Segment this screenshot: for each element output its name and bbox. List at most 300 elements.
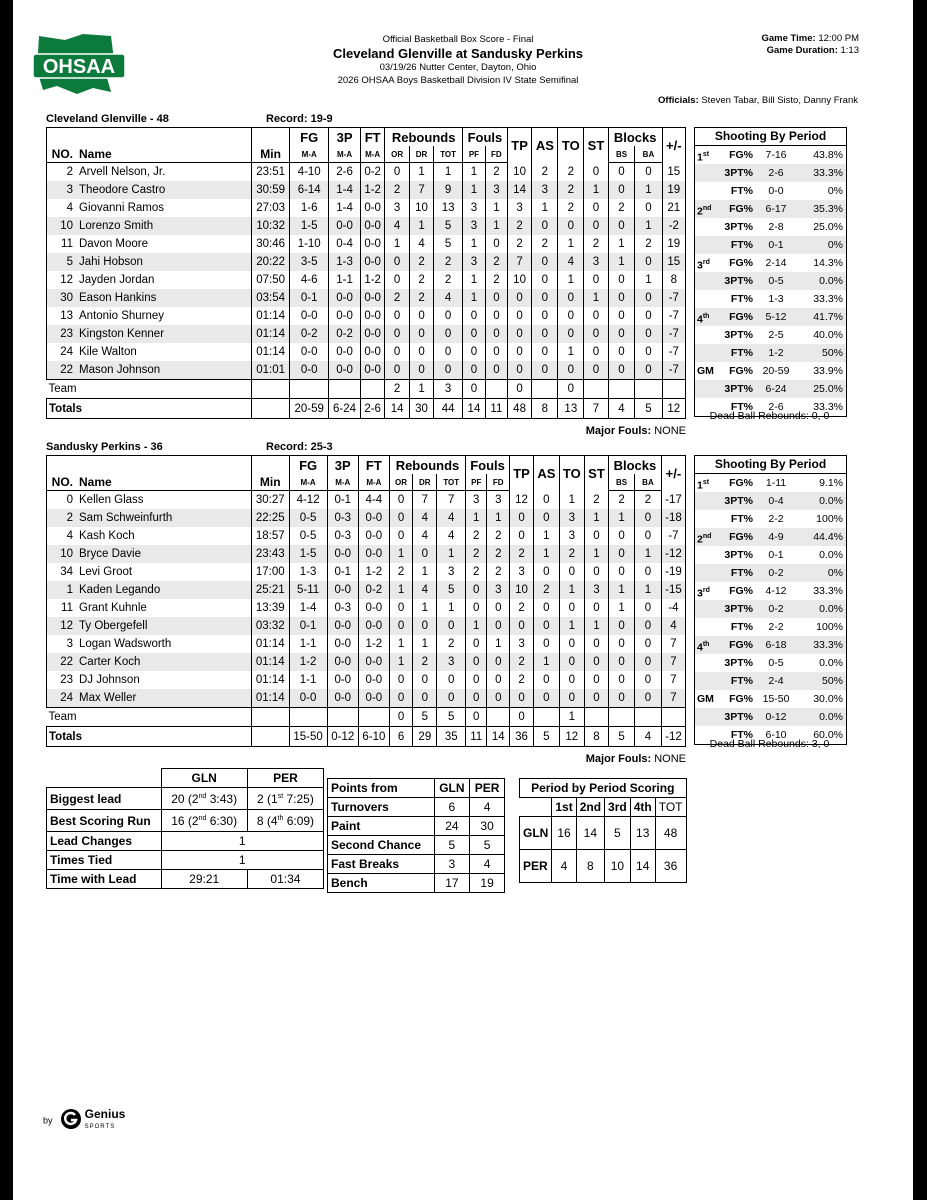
stat-to: 0 (558, 307, 584, 325)
stat-as: 0 (532, 343, 558, 361)
totals-label: Totals (47, 399, 252, 419)
player-number: 10 (47, 545, 78, 563)
stat-tp: 0 (510, 689, 534, 708)
st-header: ST (584, 128, 608, 163)
or-subheader: OR (385, 146, 409, 163)
time-with-lead-gln: 29:21 (161, 870, 247, 889)
stat-bs: 0 (608, 653, 634, 671)
stat-ba: 0 (635, 653, 662, 671)
stat-dr: 0 (413, 545, 437, 563)
player-name: Carter Koch (77, 653, 252, 671)
stat-dr: 0 (413, 671, 437, 689)
stat-or: 2 (385, 181, 409, 199)
player-name: Kingston Kenner (77, 325, 252, 343)
header-blank (47, 128, 78, 147)
shooting-row (695, 236, 846, 254)
stat-pf: 2 (466, 545, 487, 563)
player-row (47, 235, 686, 253)
shot-type: FG% (729, 531, 753, 543)
stat-min: 01:14 (252, 325, 290, 343)
major-fouls-perkins (46, 753, 686, 765)
stat-fd: 0 (487, 689, 510, 708)
player-row (47, 527, 686, 545)
shot-type: 3PT% (724, 383, 753, 395)
made-attempted: 2-14 (765, 257, 787, 269)
stat-ba: 0 (635, 671, 662, 689)
team-stat-dr: 5 (413, 708, 437, 727)
stat-dr: 1 (413, 599, 437, 617)
stat-fg: 0-0 (290, 343, 329, 361)
total-fg: 15-50 (289, 727, 327, 747)
stat-bs: 2 (608, 491, 634, 510)
stat-pf: 1 (462, 271, 485, 289)
made-attempted: 0-5 (768, 657, 784, 669)
player-row (47, 361, 686, 380)
stat-bs: 0 (608, 307, 635, 325)
stat-dr: 2 (409, 271, 433, 289)
made-attempted: 5-12 (765, 311, 787, 323)
stat-pf: 0 (466, 581, 487, 599)
stat-st: 3 (584, 581, 608, 599)
stat-fg: 5-11 (289, 581, 327, 599)
stat-tot: 0 (434, 361, 463, 380)
stat-tp: 2 (510, 653, 534, 671)
shot-type: FT% (730, 567, 753, 579)
stat-or: 0 (385, 163, 409, 182)
period-col-header: 1st (552, 798, 576, 817)
stat-tot: 1 (437, 545, 466, 563)
player-number: 23 (47, 325, 78, 343)
stat-or: 0 (385, 325, 409, 343)
made-attempted: 20-59 (762, 365, 790, 377)
team-row (47, 708, 686, 727)
stat-fg: 3-5 (290, 253, 329, 271)
stat-tot: 0 (437, 671, 466, 689)
stat-ba: 0 (635, 689, 662, 708)
period-score: 16 (552, 817, 576, 850)
stat-or: 1 (389, 545, 412, 563)
team-stat-tp3 (329, 380, 361, 399)
shot-type: FT% (730, 239, 753, 251)
stat-st: 0 (584, 343, 608, 361)
stat-min: 20:22 (252, 253, 290, 271)
stat-as: 2 (534, 581, 560, 599)
ma-subheader: M-A (327, 474, 358, 491)
stat-ft: 0-0 (358, 509, 389, 527)
stat-as: 0 (534, 491, 560, 510)
stat-pf: 1 (462, 181, 485, 199)
stat-to: 0 (558, 361, 584, 380)
time-with-lead-per: 01:34 (247, 870, 323, 889)
period-label: GM (697, 693, 714, 705)
percentage: 0.0% (819, 711, 843, 723)
major-fouls-label: Major Fouls: (585, 753, 652, 765)
shooting-row (695, 218, 846, 236)
stat-tot: 9 (434, 181, 463, 199)
team-stat-pf: 0 (466, 708, 487, 727)
total-pm: 12 (662, 399, 685, 419)
shooting-row (695, 146, 846, 164)
stat-st: 1 (584, 545, 608, 563)
st-header: ST (584, 456, 608, 491)
player-row (47, 617, 686, 635)
player-number: 11 (47, 599, 78, 617)
stat-fd: 0 (485, 307, 507, 325)
tot-subheader: TOT (437, 474, 466, 491)
stat-st: 0 (584, 635, 608, 653)
total-pf: 11 (466, 727, 487, 747)
percentage: 33.3% (813, 293, 843, 305)
stat-fd: 0 (487, 599, 510, 617)
points-from-title: Points from (328, 779, 435, 798)
header-blank (77, 128, 252, 147)
total-as: 5 (534, 727, 560, 747)
team-stat-ft (360, 380, 384, 399)
team-stat-ba (635, 708, 662, 727)
stat-tp3: 0-1 (327, 491, 358, 510)
stat-pf: 3 (462, 253, 485, 271)
stat-ba: 0 (635, 599, 662, 617)
stat-as: 2 (532, 235, 558, 253)
period-label: 1st (697, 151, 710, 164)
shooting-row (695, 582, 846, 600)
made-attempted: 1-11 (765, 477, 787, 489)
stat-st: 0 (584, 599, 608, 617)
stat-tp: 10 (507, 271, 531, 289)
period-col-header: TOT (655, 798, 686, 817)
dead-ball-rebounds-perkins: Dead Ball Rebounds: 3, 0 (709, 738, 830, 750)
stat-min: 18:57 (252, 527, 290, 545)
duration-label: Game Duration: (766, 45, 838, 56)
shooting-row (695, 708, 846, 726)
stat-tp3: 0-0 (329, 361, 361, 380)
total-tp3: 6-24 (329, 399, 361, 419)
stat-fg: 4-10 (290, 163, 329, 182)
stat-or: 0 (389, 509, 412, 527)
points-from-gln: 17 (434, 874, 470, 893)
stat-pf: 1 (462, 289, 485, 307)
total-to: 12 (559, 727, 584, 747)
stat-st: 0 (584, 361, 608, 380)
biggest-lead-label: Biggest lead (47, 788, 162, 810)
percentage: 0.0% (819, 275, 843, 287)
tp-header: TP (507, 128, 531, 163)
made-attempted: 15-50 (762, 693, 790, 705)
stat-min: 30:46 (252, 235, 290, 253)
player-row (47, 217, 686, 235)
stat-pf: 2 (466, 527, 487, 545)
stat-to: 0 (559, 671, 584, 689)
stat-pm: -7 (662, 307, 685, 325)
min-header: Min (252, 146, 290, 163)
stat-dr: 0 (409, 325, 433, 343)
stat-tp3: 1-4 (329, 199, 361, 217)
team-stat-pm (661, 708, 685, 727)
stat-or: 2 (389, 563, 412, 581)
lead-changes-value: 1 (161, 832, 324, 851)
stat-pf: 1 (466, 509, 487, 527)
team-title: Cleveland Glenville - 48 (46, 113, 169, 125)
stat-tot: 4 (434, 289, 463, 307)
player-number: 3 (47, 635, 78, 653)
dead-ball-rebounds-glenville: Dead Ball Rebounds: 0, 0 (709, 410, 830, 422)
team-stat-fg (289, 708, 327, 727)
made-attempted: 2-6 (768, 167, 784, 179)
made-attempted: 1-2 (768, 347, 784, 359)
stat-fg: 0-0 (290, 361, 329, 380)
shooting-row (695, 164, 846, 182)
footer-brand-sub: SPORTS (84, 1124, 116, 1130)
made-attempted: 6-17 (765, 203, 787, 215)
summary-per-header: PER (247, 769, 323, 788)
stat-ba: 0 (635, 343, 662, 361)
stat-ft: 0-0 (360, 199, 384, 217)
shooting-row (695, 326, 846, 344)
stat-ba: 2 (635, 235, 662, 253)
period-team-label: GLN (520, 817, 552, 850)
stat-tot: 2 (434, 253, 463, 271)
stat-or: 0 (385, 343, 409, 361)
stat-fd: 2 (485, 253, 507, 271)
player-name: Kellen Glass (77, 491, 252, 510)
team-stat-pm (662, 380, 685, 399)
stat-min: 01:14 (252, 689, 290, 708)
stat-pm: 15 (662, 163, 685, 182)
stat-pf: 0 (462, 325, 485, 343)
player-number: 10 (47, 217, 78, 235)
stat-pf: 0 (466, 653, 487, 671)
player-number: 2 (47, 509, 78, 527)
stat-as: 0 (532, 271, 558, 289)
percentage: 35.3% (813, 203, 843, 215)
stat-pm: -7 (662, 361, 685, 380)
made-attempted: 2-2 (768, 513, 784, 525)
stat-as: 3 (532, 181, 558, 199)
stat-as: 0 (532, 217, 558, 235)
header-center (293, 33, 623, 87)
points-from-per: 30 (470, 817, 505, 836)
total-st: 8 (584, 727, 608, 747)
game-info (729, 33, 859, 57)
shooting-row (695, 690, 846, 708)
percentage: 33.9% (813, 365, 843, 377)
stat-or: 1 (385, 235, 409, 253)
stat-tot: 1 (434, 163, 463, 182)
min-header: Min (252, 474, 290, 491)
shot-type: FG% (729, 257, 753, 269)
stat-bs: 0 (608, 527, 634, 545)
shot-type: FG% (729, 365, 753, 377)
player-number: 24 (47, 689, 78, 708)
stat-tp: 0 (507, 343, 531, 361)
total-bs: 5 (608, 727, 634, 747)
stat-fg: 1-6 (290, 199, 329, 217)
stat-st: 0 (584, 671, 608, 689)
made-attempted: 0-4 (768, 495, 784, 507)
pf-subheader: PF (466, 474, 487, 491)
shooting-row (695, 474, 846, 492)
total-min (252, 727, 290, 747)
team-stat-tot: 5 (437, 708, 466, 727)
player-number: 2 (47, 163, 78, 182)
stat-st: 1 (584, 289, 608, 307)
stat-tp3: 0-0 (327, 545, 358, 563)
percentage: 41.7% (813, 311, 843, 323)
made-attempted: 2-8 (768, 221, 784, 233)
stat-tp3: 0-0 (327, 581, 358, 599)
stat-pm: -7 (662, 343, 685, 361)
stat-as: 0 (532, 307, 558, 325)
stat-fg: 6-14 (290, 181, 329, 199)
plus-minus-header: +/- (662, 128, 685, 163)
stat-tp3: 0-0 (327, 689, 358, 708)
made-attempted: 6-24 (765, 383, 787, 395)
stat-or: 1 (389, 653, 412, 671)
stat-min: 03:32 (252, 617, 290, 635)
team-stat-dr: 1 (409, 380, 433, 399)
stat-tot: 3 (437, 653, 466, 671)
player-row (47, 635, 686, 653)
stat-fg: 1-5 (290, 217, 329, 235)
percentage: 43.8% (813, 149, 843, 161)
stat-st: 0 (584, 689, 608, 708)
stat-bs: 0 (608, 325, 635, 343)
team-stat-bs (608, 380, 635, 399)
percentage: 40.0% (813, 329, 843, 341)
stat-pm: 15 (662, 253, 685, 271)
team-header-glenville (46, 113, 446, 127)
stat-ft: 1-2 (360, 181, 384, 199)
team-stat-to: 1 (559, 708, 584, 727)
box-score-page (13, 0, 913, 1200)
lead-changes-label: Lead Changes (47, 832, 162, 851)
stat-tp: 14 (507, 181, 531, 199)
stat-dr: 1 (413, 635, 437, 653)
shooting-row (695, 254, 846, 272)
stat-ba: 1 (635, 217, 662, 235)
name-header: Name (77, 146, 252, 163)
made-attempted: 2-4 (768, 675, 784, 687)
stat-ba: 2 (635, 491, 662, 510)
stat-dr: 7 (409, 181, 433, 199)
stat-pf: 0 (462, 307, 485, 325)
stat-fd: 2 (487, 545, 510, 563)
stat-tp3: 0-0 (327, 671, 358, 689)
stat-pf: 1 (466, 617, 487, 635)
ft-header: FT (358, 456, 389, 475)
total-fg: 20-59 (290, 399, 329, 419)
player-row (47, 653, 686, 671)
name-header: Name (77, 474, 252, 491)
points-from-row (328, 874, 505, 893)
stat-tp: 0 (510, 527, 534, 545)
total-or: 6 (389, 727, 412, 747)
stat-tot: 5 (434, 235, 463, 253)
stat-or: 2 (385, 289, 409, 307)
player-row (47, 199, 686, 217)
percentage: 60.0% (813, 729, 843, 741)
made-attempted: 0-5 (768, 275, 784, 287)
stat-ft: 0-0 (360, 361, 384, 380)
stat-tot: 2 (437, 635, 466, 653)
stat-as: 0 (534, 671, 560, 689)
player-name: Kaden Legando (77, 581, 252, 599)
player-row (47, 671, 686, 689)
game-time-label: Game Time: (761, 33, 816, 44)
stat-bs: 0 (608, 689, 634, 708)
stat-pf: 3 (466, 491, 487, 510)
player-name: Ty Obergefell (77, 617, 252, 635)
stat-tp3: 0-3 (327, 527, 358, 545)
period-score: 36 (655, 850, 686, 883)
player-name: Bryce Davie (77, 545, 252, 563)
as-header: AS (534, 456, 560, 491)
stat-bs: 2 (608, 199, 635, 217)
points-from-label: Paint (328, 817, 435, 836)
shooting-row (695, 182, 846, 200)
times-tied-value: 1 (161, 851, 324, 870)
stat-fg: 1-1 (289, 635, 327, 653)
percentage: 0% (827, 239, 843, 251)
stat-fd: 1 (485, 199, 507, 217)
stat-pm: -15 (661, 581, 685, 599)
player-name: Giovanni Ramos (77, 199, 252, 217)
stat-tp: 0 (507, 289, 531, 307)
no-header: NO. (47, 474, 78, 491)
stat-tot: 7 (437, 491, 466, 510)
stat-as: 1 (534, 527, 560, 545)
stat-fd: 0 (485, 235, 507, 253)
stat-fg: 4-12 (289, 491, 327, 510)
stat-as: 1 (532, 199, 558, 217)
stat-as: 1 (534, 545, 560, 563)
player-number: 24 (47, 343, 78, 361)
team-stat-pf: 0 (462, 380, 485, 399)
stat-bs: 1 (608, 509, 634, 527)
stat-dr: 2 (409, 289, 433, 307)
percentage: 33.3% (813, 401, 843, 413)
stat-as: 0 (534, 563, 560, 581)
player-number: 12 (47, 617, 78, 635)
shooting-row (695, 200, 846, 218)
summary-gln-header: GLN (161, 769, 247, 788)
period-scoring-table (519, 778, 687, 883)
stat-as: 0 (532, 253, 558, 271)
percentage: 0.0% (819, 549, 843, 561)
team-label: Team (47, 380, 252, 399)
stat-min: 22:25 (252, 509, 290, 527)
stat-dr: 0 (413, 689, 437, 708)
ma-subheader: M-A (329, 146, 361, 163)
team-stat-min (252, 708, 290, 727)
event-name: 2026 OHSAA Boys Basketball Division IV State Semifinal (337, 75, 579, 86)
stat-pm: -17 (661, 491, 685, 510)
made-attempted: 6-10 (765, 729, 787, 741)
stat-fd: 3 (487, 491, 510, 510)
stat-ba: 0 (635, 325, 662, 343)
player-name: Jahi Hobson (77, 253, 252, 271)
stat-fd: 0 (487, 671, 510, 689)
period-label: 1st (697, 479, 710, 492)
stat-as: 2 (532, 163, 558, 182)
totals-row (47, 399, 686, 419)
total-st: 7 (584, 399, 608, 419)
stat-tp3: 1-4 (329, 181, 361, 199)
shot-type: FT% (730, 293, 753, 305)
stat-st: 1 (584, 509, 608, 527)
stat-tot: 0 (434, 307, 463, 325)
stat-as: 0 (534, 689, 560, 708)
